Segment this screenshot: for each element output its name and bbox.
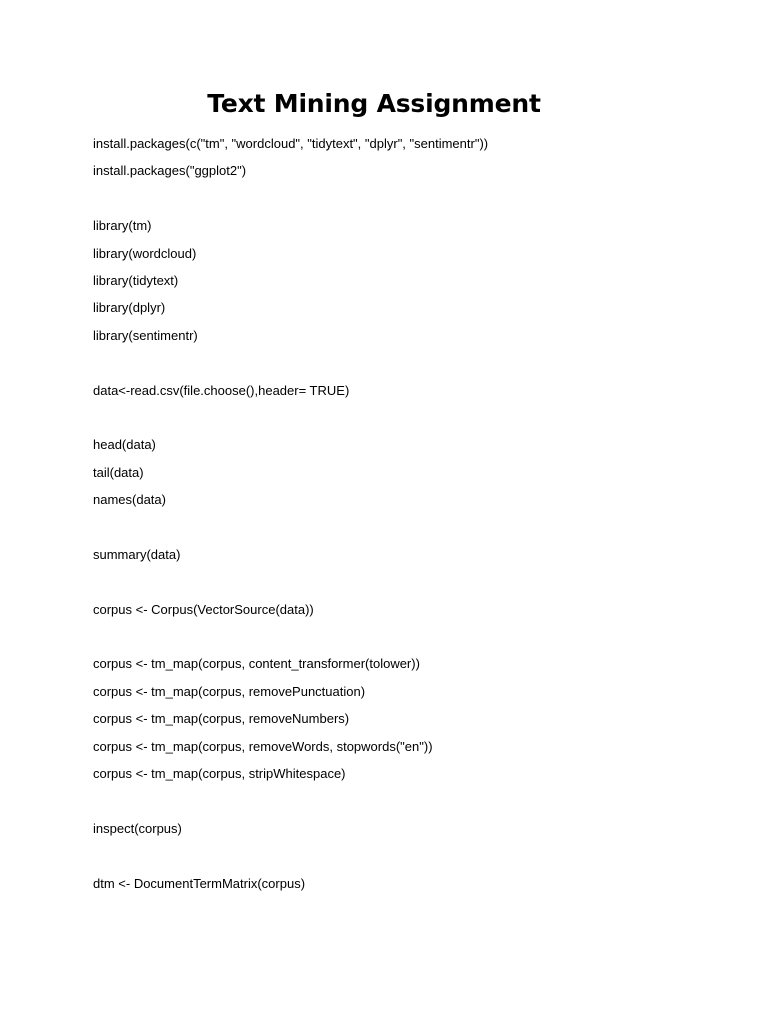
code-line: data<-read.csv(file.choose(),header= TRUE) [93, 382, 350, 398]
code-line: summary(data) [93, 546, 181, 562]
blank-line [93, 404, 713, 431]
code-line: corpus <- Corpus(VectorSource(data)) [93, 601, 314, 617]
code-line: library(dplyr) [93, 300, 166, 316]
blank-line [93, 623, 713, 650]
code-body [93, 130, 713, 897]
code-line: tail(data) [93, 464, 144, 480]
code-line: corpus <- tm_map(corpus, removePunctuation) [93, 683, 366, 699]
code-line: corpus <- tm_map(corpus, content_transformer(tolower)) [93, 656, 420, 672]
code-line: library(tidytext) [93, 272, 179, 288]
code-line: corpus <- tm_map(corpus, stripWhitespace) [93, 765, 346, 781]
code-line: names(data) [93, 492, 166, 508]
blank-line [93, 787, 713, 814]
blank-line [93, 513, 713, 540]
blank-line [93, 349, 713, 376]
code-line: library(tm) [93, 218, 152, 234]
code-line: dtm <- DocumentTermMatrix(corpus) [93, 875, 306, 891]
code-line: corpus <- tm_map(corpus, removeWords, stopwords("en")) [93, 738, 433, 754]
code-line: head(data) [93, 437, 156, 453]
code-line: install.packages(c("tm", "wordcloud", "tidytext", "dplyr", "sentimentr")) [93, 136, 489, 151]
code-line: inspect(corpus) [93, 820, 182, 836]
code-line: library(sentimentr) [93, 327, 198, 343]
code-line: library(wordcloud) [93, 245, 197, 261]
blank-line [93, 568, 713, 595]
code-line: install.packages("ggplot2") [93, 163, 247, 179]
document-title: Text Mining Assignment [207, 89, 541, 118]
blank-line [93, 185, 713, 212]
blank-line [93, 842, 713, 869]
code-line: corpus <- tm_map(corpus, removeNumbers) [93, 711, 350, 727]
